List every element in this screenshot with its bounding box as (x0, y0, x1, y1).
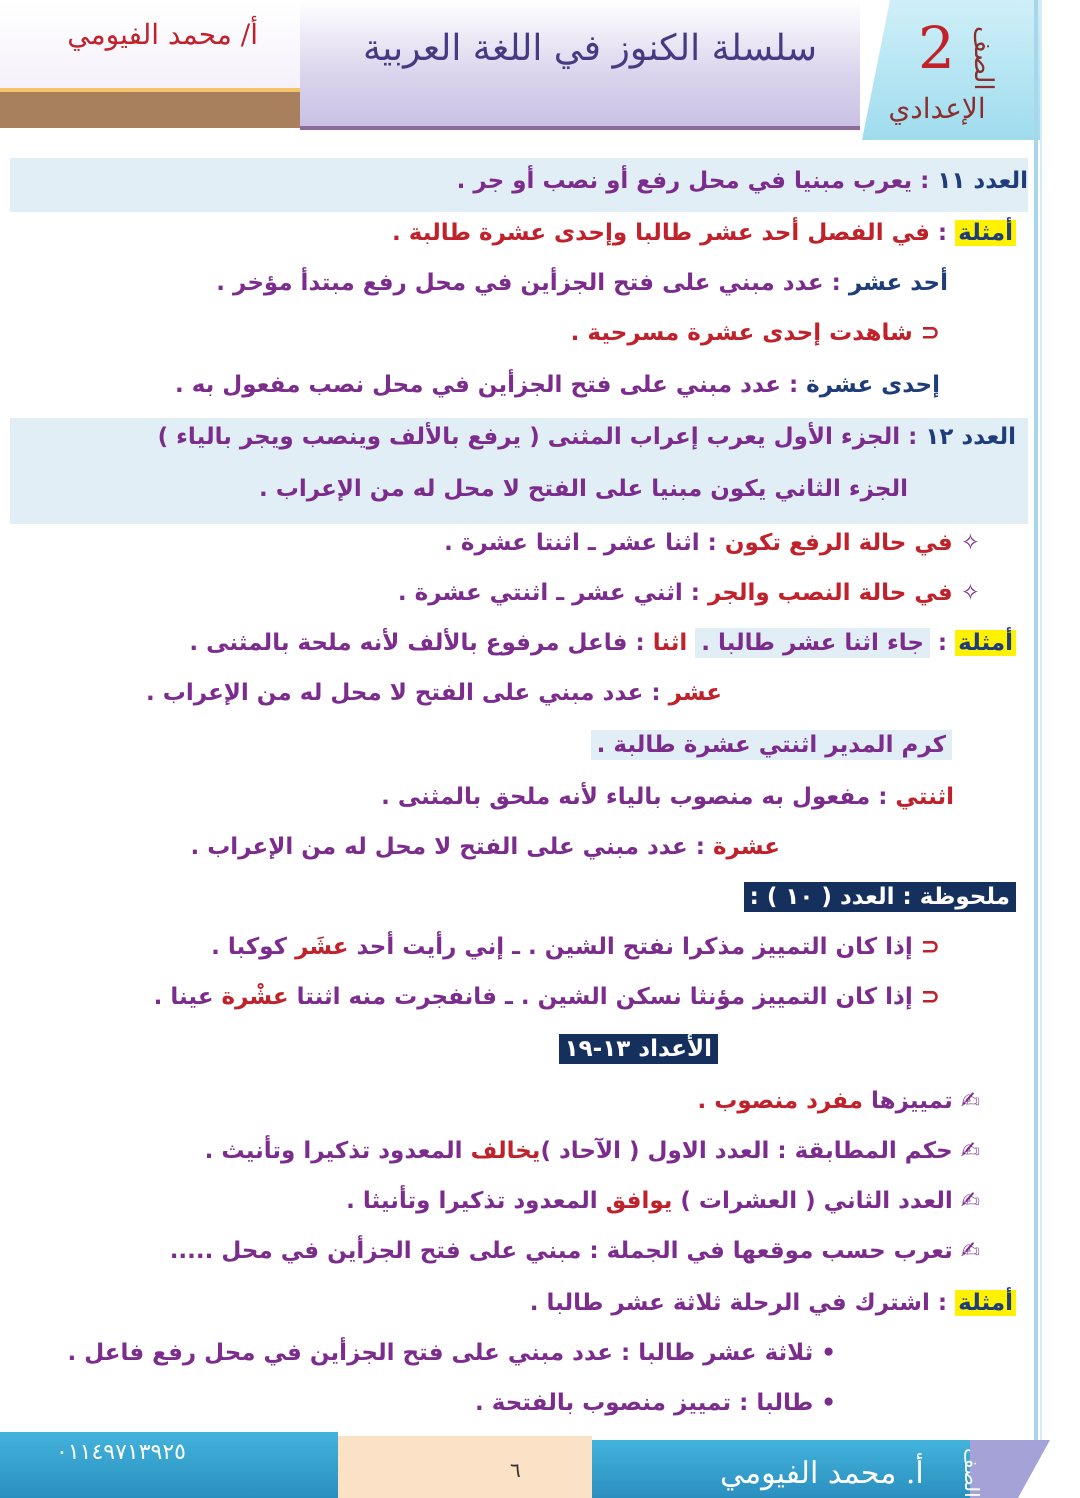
line-segment: أمثلة (955, 1290, 1016, 1316)
content-line (475, 1390, 836, 1416)
content-line (571, 320, 940, 346)
line-segment: : (929, 220, 956, 246)
content-line (530, 1290, 1016, 1316)
line-segment: : اثنا عشر ـ اثنتا عشرة . (444, 530, 725, 556)
line-segment: اثنتي (895, 784, 954, 810)
line-segment: المعدود تذكيرا وتأنيثا . (346, 1188, 606, 1214)
line-segment: في حالة الرفع تكون (724, 530, 953, 556)
grade-stage: الإعدادي (888, 92, 986, 125)
line-segment: : الجزء الأول يعرب إعراب المثنى ( يرفع بالألف وينصب ويجر بالياء ) (157, 424, 926, 450)
line-segment: العدد ١٢ (925, 424, 1016, 450)
header-author: أ/ محمد الفيومي (67, 18, 258, 51)
line-segment: مفرد منصوب . (697, 1088, 863, 1114)
line-segment: • طالبا : تمييز منصوب بالفتحة . (475, 1390, 836, 1416)
line-segment: : (929, 630, 956, 656)
right-margin-rule-light (1040, 0, 1042, 1440)
content-line (744, 884, 1016, 910)
line-segment: ✍ تعرب حسب موقعها في الجملة : مبني على فتح الجزأين في محل ..... (169, 1238, 980, 1264)
line-segment: يوافق (605, 1188, 673, 1214)
line-segment: شاهدت إحدى عشرة مسرحية . (570, 320, 913, 346)
line-segment: ⊂ (912, 984, 940, 1010)
series-title: سلسلة الكنوز في اللغة العربية (362, 28, 818, 69)
line-segment: الجزء الثاني يكون مبنيا على الفتح لا محل له من الإعراب . (259, 476, 908, 502)
line-segment: عشْرة (221, 984, 289, 1010)
line-segment: • ثلاثة عشر طالبا : عدد مبني على فتح الجزأين في محل رفع فاعل . (67, 1340, 836, 1366)
line-segment: إذا كان التمييز مؤنثا نسكن الشين . ـ فانفجرت منه اثنتا (288, 984, 913, 1010)
line-segment: كوكبا . (211, 934, 296, 960)
line-segment: أمثلة (955, 630, 1016, 656)
content-line (444, 530, 980, 556)
line-segment: ✍ حكم المطابقة : العدد الاول ( الآحاد ) (540, 1138, 980, 1164)
line-segment: أحد عشر (848, 270, 948, 296)
line-segment: : فاعل مرفوع بالألف لأنه ملحة بالمثنى . (189, 630, 653, 656)
content-line (154, 984, 940, 1010)
line-segment: ✍ تمييزها (862, 1088, 980, 1114)
line-segment: : عدد مبني على فتح الجزأين في محل رفع مبتدأ مؤخر . (216, 270, 849, 296)
content-line (591, 732, 952, 758)
line-segment: إحدى عشرة (806, 372, 940, 398)
content-line (205, 1138, 980, 1164)
line-segment: الأعداد ١٣-١٩ (559, 1034, 718, 1064)
line-segment: يخالف (470, 1138, 541, 1164)
content-line (259, 476, 908, 502)
content-line (170, 1238, 980, 1264)
content-line (457, 168, 1028, 194)
right-margin-rule (1034, 0, 1038, 1440)
line-segment: في حالة النصب والجر (707, 580, 953, 606)
content-line (559, 1036, 718, 1062)
content-line (346, 1188, 980, 1214)
line-segment: : مفعول به منصوب بالياء لأنه ملحق بالمثنى . (381, 784, 896, 810)
content-line (189, 630, 1016, 656)
content-line (146, 680, 722, 706)
line-segment: : عدد مبني على فتح الجزأين في محل نصب مفعول به . (174, 372, 807, 398)
line-segment: : اثني عشر ـ اثنتي عشرة . (397, 580, 708, 606)
line-segment: أمثلة (955, 220, 1016, 246)
line-segment: ⊂ (912, 320, 940, 346)
line-segment: ✧ (952, 530, 980, 556)
line-segment: اثنا (652, 630, 696, 656)
line-segment: : اشترك في الرحلة ثلاثة عشر طالبا . (529, 1290, 956, 1316)
line-segment: عينا . (153, 984, 222, 1010)
line-segment: ملحوظة : العدد ( ١٠ ) : (744, 882, 1016, 912)
line-segment: العدد ١١ (937, 168, 1028, 194)
content-line (216, 270, 948, 296)
content-line (158, 424, 1016, 450)
grade-label: الصف (968, 26, 998, 91)
line-segment: ⊂ (912, 934, 940, 960)
line-segment: كرم المدير اثنتي عشرة طالبة . (591, 730, 952, 760)
footer-middle-panel (338, 1436, 592, 1498)
line-segment: في الفصل أحد عشر طالبا وإحدى عشرة طالبة . (392, 220, 930, 246)
line-segment: عشر (668, 680, 722, 706)
content-line (67, 1340, 836, 1366)
line-segment: عشرة (712, 834, 780, 860)
line-segment: : عدد مبني على الفتح لا محل له من الإعراب . (190, 834, 713, 860)
footer-phone: ٠١١٤٩٧١٣٩٢٥ (56, 1440, 186, 1465)
line-segment: ✍ العدد الثاني ( العشرات ) (672, 1188, 980, 1214)
content-line (190, 834, 780, 860)
content-line (392, 220, 1016, 246)
grade-number: 2 (918, 14, 955, 82)
footer-author: أ. محمد الفيومي (720, 1456, 924, 1491)
line-segment: إذا كان التمييز مذكرا نفتح الشين . ـ إني رأيت أحد (348, 934, 913, 960)
line-segment: عشَر (295, 934, 349, 960)
header-brown-stripe (0, 92, 300, 128)
content-line (175, 372, 940, 398)
line-segment: جاء اثنا عشر طالبا . (695, 628, 930, 658)
line-segment: ✧ (952, 580, 980, 606)
page-number: ٦ (510, 1458, 521, 1482)
content-line (381, 784, 954, 810)
line-segment: : يعرب مبنيا في محل رفع أو نصب أو جر . (456, 168, 938, 194)
content-line (698, 1088, 981, 1114)
line-segment: : عدد مبني على الفتح لا محل له من الإعراب . (146, 680, 669, 706)
content-line (398, 580, 980, 606)
header-underline (300, 126, 860, 130)
content-line (211, 934, 940, 960)
footer-grade-label: الصف (960, 1448, 984, 1498)
line-segment: المعدود تذكيرا وتأنيث . (204, 1138, 471, 1164)
